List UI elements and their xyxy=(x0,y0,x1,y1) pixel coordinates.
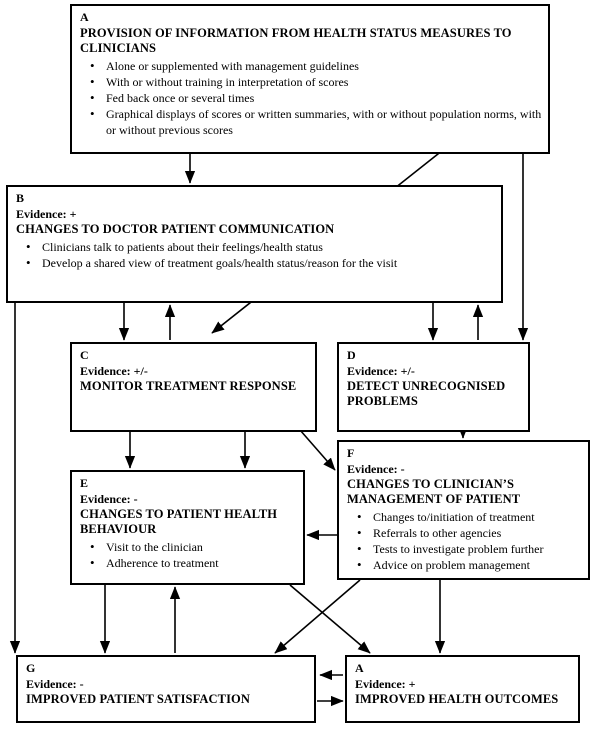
arrow-e-to-h xyxy=(290,585,370,653)
list-item: • Graphical displays of scores or written summaries, with or without population norms, with or without previous scores xyxy=(104,106,542,138)
list-item: • Clinicians talk to patients about their feelings/health status xyxy=(40,239,495,255)
box-f-title: CHANGES TO CLINICIAN’S MANAGEMENT OF PATIENT xyxy=(347,477,521,506)
list-item: • Alone or supplemented with management guidelines xyxy=(104,58,542,74)
box-g-title: IMPROVED PATIENT SATISFACTION xyxy=(26,692,250,706)
box-b xyxy=(6,185,503,303)
list-item: • Adherence to treatment xyxy=(104,555,297,571)
list-item: • Referrals to other agencies xyxy=(371,525,582,541)
box-a-title: PROVISION OF INFORMATION FROM HEALTH STATUS MEASURES TO CLINICIANS xyxy=(80,26,512,55)
box-f-letter: F xyxy=(347,446,355,460)
box-h-letter: A xyxy=(355,661,364,675)
box-e-bullets xyxy=(80,539,297,571)
box-d-evidence: Evidence: +/- xyxy=(347,364,415,378)
list-item: • Fed back once or several times xyxy=(104,90,542,106)
box-g-evidence: Evidence: - xyxy=(26,677,84,691)
list-item: • Changes to/initiation of treatment xyxy=(371,509,582,525)
box-e xyxy=(70,470,305,585)
box-c-evidence: Evidence: +/- xyxy=(80,364,148,378)
box-f-bullets xyxy=(347,509,582,573)
box-d-letter: D xyxy=(347,348,356,362)
box-b-title: CHANGES TO DOCTOR PATIENT COMMUNICATION xyxy=(16,222,335,236)
list-item: • Tests to investigate problem further xyxy=(371,541,582,557)
box-a-letter: A xyxy=(80,10,89,24)
box-h-outcomes xyxy=(345,655,580,723)
arrow-f-to-g xyxy=(275,580,360,653)
box-b-evidence: Evidence: + xyxy=(16,207,77,221)
box-e-title: CHANGES TO PATIENT HEALTH BEHAVIOUR xyxy=(80,507,278,536)
list-item: • Develop a shared view of treatment goals/health status/reason for the visit xyxy=(40,255,495,271)
list-item: • Visit to the clinician xyxy=(104,539,297,555)
box-e-evidence: Evidence: - xyxy=(80,492,138,506)
box-g xyxy=(16,655,316,723)
box-g-letter: G xyxy=(26,661,36,675)
list-item: • Advice on problem management xyxy=(371,557,582,573)
box-d xyxy=(337,342,530,432)
box-f-evidence: Evidence: - xyxy=(347,462,405,476)
box-e-letter: E xyxy=(80,476,89,490)
box-c-letter: C xyxy=(80,348,89,362)
box-c xyxy=(70,342,317,432)
box-d-title: DETECT UNRECOGNISED PROBLEMS xyxy=(347,379,506,408)
box-a xyxy=(70,4,550,154)
box-b-bullets xyxy=(16,239,495,271)
box-f xyxy=(337,440,590,580)
box-h-title: IMPROVED HEALTH OUTCOMES xyxy=(355,692,559,706)
box-a-bullets xyxy=(80,58,542,138)
list-item: • With or without training in interpretation of scores xyxy=(104,74,542,90)
arrow-c-to-f xyxy=(300,430,335,470)
box-b-letter: B xyxy=(16,191,25,205)
box-h-evidence: Evidence: + xyxy=(355,677,416,691)
box-c-title: MONITOR TREATMENT RESPONSE xyxy=(80,379,297,393)
